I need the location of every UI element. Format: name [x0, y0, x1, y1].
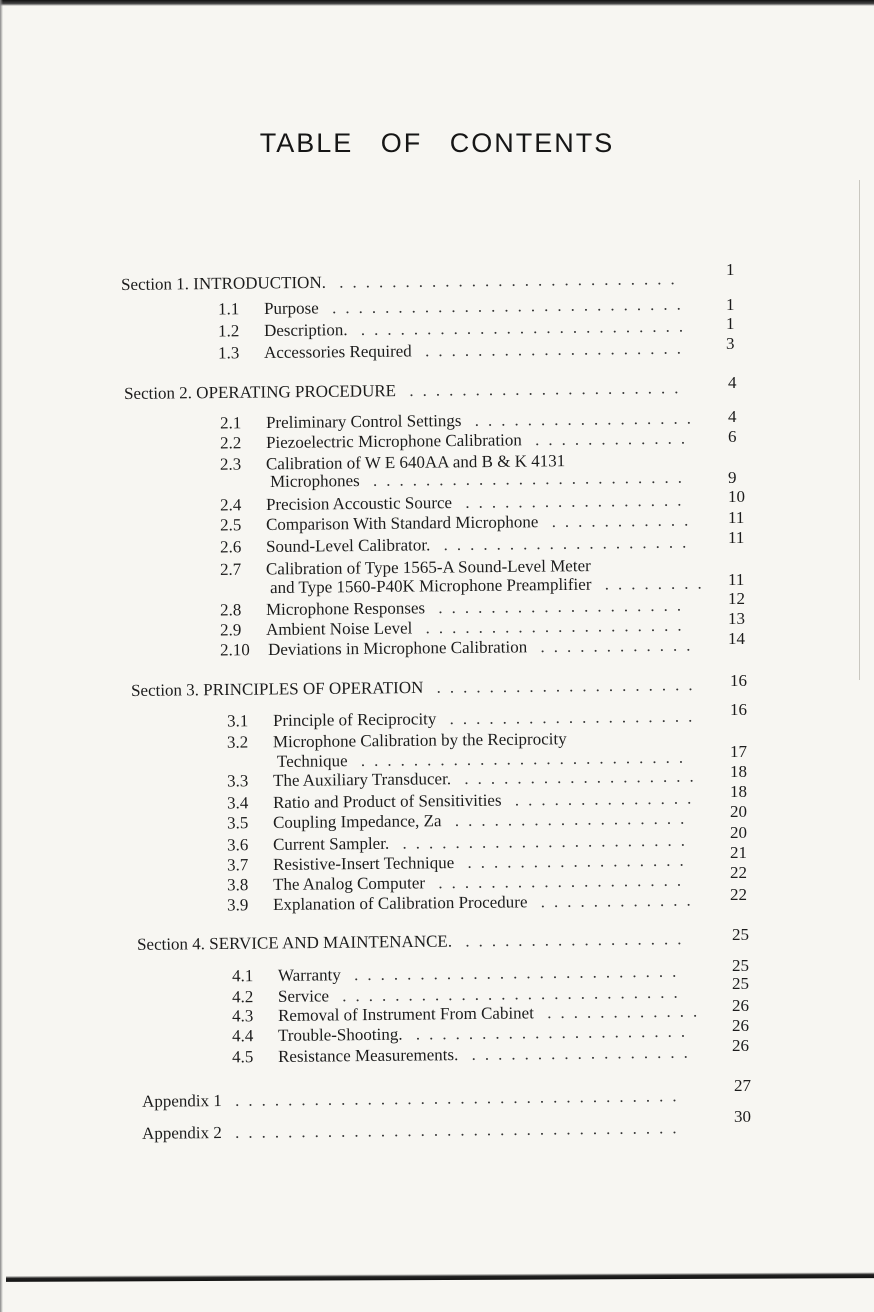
dot-leader: ............ — [527, 635, 700, 657]
page-number: 26 — [732, 996, 749, 1015]
entry-title: Current Sampler. — [272, 833, 390, 854]
toc-row — [142, 1117, 686, 1145]
dot-leader: ........... — [538, 510, 698, 532]
entry-title: Microphone Responses — [265, 598, 426, 619]
page-number: 14 — [728, 629, 745, 648]
page-number: 20 — [730, 802, 747, 821]
toc-row — [142, 1085, 686, 1113]
section-heading: Section 3. PRINCIPLES OF OPERATION — [130, 677, 424, 700]
dot-leader: ................. — [451, 929, 691, 951]
dot-leader: ........................ — [359, 467, 692, 491]
entry-number: 2.9 — [219, 620, 242, 640]
dot-leader: ..................... — [402, 1021, 695, 1044]
entry-title: Calibration of Type 1565-A Sound-Level Meter — [265, 556, 591, 579]
dot-leader: .................................. — [221, 1118, 686, 1143]
dot-leader: ................. — [458, 1042, 697, 1065]
entry-number: 3.4 — [226, 793, 249, 813]
page-number: 25 — [732, 925, 749, 944]
page-number: 25 — [732, 956, 749, 975]
entry-number: 3.1 — [226, 711, 249, 731]
entry-title: Warranty — [277, 965, 341, 985]
page-number: 26 — [732, 1036, 749, 1055]
entry-number: 3.3 — [226, 771, 249, 791]
entry-title: Resistive-Insert Technique — [272, 853, 455, 874]
dot-leader: .................... — [411, 338, 691, 361]
entry-title: Piezoelectric Microphone Calibration — [265, 430, 522, 453]
dot-leader: ................... — [430, 532, 696, 555]
entry-number: 3.7 — [226, 855, 249, 875]
page-number: 22 — [730, 885, 747, 904]
page-number: 4 — [728, 407, 737, 426]
entry-title: Sound-Level Calibrator. — [265, 535, 431, 557]
toc-row — [137, 928, 691, 956]
page-number: 26 — [732, 1016, 749, 1035]
page-number: 1 — [726, 314, 735, 333]
page-number: 30 — [734, 1107, 751, 1126]
dot-leader: .................... — [412, 615, 691, 638]
toc-row — [131, 674, 702, 702]
dot-leader: .................... — [423, 675, 702, 697]
appendix-label: Appendix 2 — [141, 1123, 222, 1143]
toc-row — [124, 377, 688, 405]
dot-leader: ................. — [451, 490, 691, 513]
entry-title: Principle of Reciprocity — [272, 709, 437, 731]
entry-number: 1.1 — [217, 299, 240, 319]
entry-number: 2.5 — [219, 515, 242, 535]
entry-title: Precision Accoustic Source — [265, 493, 453, 514]
entry-title: Trouble-Shooting. — [277, 1024, 403, 1045]
entry-number: 2.10 — [219, 640, 250, 660]
entry-number: 4.3 — [231, 1006, 254, 1026]
page-number: 4 — [728, 373, 737, 392]
page-number: 3 — [726, 334, 735, 353]
entry-title: Comparison With Standard Microphone — [265, 512, 539, 535]
page-number: 11 — [728, 508, 745, 527]
toc-row — [220, 532, 696, 559]
section-heading: Section 2. OPERATING PROCEDURE — [123, 381, 397, 403]
entry-title: Accessories Required — [263, 341, 412, 362]
dot-leader: ............ — [533, 1001, 707, 1023]
entry-number: 3.6 — [226, 835, 249, 855]
entry-number: 4.2 — [231, 987, 254, 1007]
page-number: 16 — [730, 671, 747, 690]
entry-number: 3.5 — [226, 813, 249, 833]
entry-title: Ambient Noise Level — [265, 618, 413, 639]
dot-leader: .................. — [450, 766, 703, 789]
entry-number: 2.4 — [219, 495, 242, 515]
entry-number: 4.1 — [231, 966, 254, 986]
toc-row — [232, 1042, 697, 1069]
entry-title: Ratio and Product of Sensitivities — [272, 790, 502, 812]
dot-leader: .............. — [501, 788, 701, 810]
toc-row — [220, 634, 700, 661]
entry-number: 3.9 — [226, 895, 249, 915]
page-number: 22 — [730, 863, 747, 882]
dot-leader: ............ — [521, 428, 695, 450]
dot-leader: ................... — [424, 870, 691, 893]
entry-title: Coupling Impedance, Za — [272, 811, 442, 832]
dot-leader: ........ — [591, 573, 711, 594]
page-number: 1 — [726, 260, 735, 279]
section-heading: Section 1. INTRODUCTION. — [120, 272, 327, 294]
toc-row — [227, 890, 700, 917]
dot-leader: ................. — [454, 850, 693, 873]
page-number: 13 — [728, 609, 745, 628]
entry-number: 4.4 — [231, 1026, 254, 1046]
entry-title: Microphone Calibration by the Reciprocity — [272, 729, 567, 752]
entry-number: 1.2 — [217, 321, 240, 341]
page-number: 21 — [730, 843, 747, 862]
dot-leader: ................... — [425, 595, 691, 618]
toc-row — [218, 338, 690, 365]
entry-title: Explanation of Calibration Procedure — [272, 892, 528, 914]
page-number: 6 — [728, 427, 737, 446]
dot-leader: ......................... — [347, 747, 693, 771]
entry-number: 3.8 — [226, 875, 249, 895]
dot-leader: ................... — [436, 706, 702, 729]
entry-number: 4.5 — [231, 1047, 254, 1067]
dot-leader: .................................. — [221, 1086, 686, 1111]
entry-title: The Auxiliary Transducer. — [272, 769, 452, 791]
dot-leader: ............ — [527, 890, 700, 912]
dot-leader: ........................... — [318, 294, 690, 318]
dot-leader: .......................... — [328, 982, 687, 1006]
entry-title-continued: and Type 1560-P40K Microphone Preamplifier — [269, 574, 592, 598]
page-number: 10 — [728, 487, 745, 506]
entry-title: Calibration of W E 640AA and B & K 4131 — [265, 451, 566, 474]
entry-title: Description. — [263, 320, 348, 341]
page-number: 18 — [730, 762, 747, 781]
page-number: 16 — [730, 700, 747, 719]
dot-leader: ...................... — [389, 830, 694, 853]
page-number: 17 — [730, 742, 747, 761]
entry-title-continued: Microphones — [269, 471, 360, 491]
entry-number: 2.3 — [219, 454, 242, 474]
entry-number: 2.7 — [219, 559, 242, 579]
page-number: 9 — [728, 468, 737, 487]
entry-title-continued: Technique — [276, 751, 348, 771]
page-title: TABLE OF CONTENTS — [259, 128, 615, 158]
dot-leader: .................. — [441, 808, 694, 831]
entry-title: Removal of Instrument From Cabinet — [277, 1003, 534, 1026]
entry-title: Deviations in Microphone Calibration — [267, 637, 528, 660]
entry-title: Purpose — [263, 298, 319, 318]
dot-leader: ..................... — [395, 378, 688, 401]
appendix-label: Appendix 1 — [141, 1091, 222, 1111]
entry-title: Preliminary Control Settings — [265, 410, 462, 433]
page-number: 11 — [728, 570, 745, 589]
entry-number: 2.8 — [219, 600, 242, 620]
entry-number: 2.6 — [219, 537, 242, 557]
entry-number: 2.1 — [219, 413, 242, 433]
page-number: 18 — [730, 782, 747, 801]
entry-title: Service — [277, 986, 330, 1006]
entry-number: 2.2 — [219, 433, 242, 453]
dot-leader: ................. — [461, 408, 701, 430]
entry-number: 1.3 — [217, 343, 240, 363]
section-heading: Section 4. SERVICE AND MAINTENANCE. — [136, 931, 453, 954]
page-number: 25 — [732, 974, 749, 993]
entry-title: The Analog Computer — [272, 873, 426, 894]
dot-leader: ......................... — [347, 316, 693, 340]
page-number: 27 — [734, 1076, 751, 1095]
dot-leader: ......................... — [340, 961, 686, 985]
toc-row — [121, 268, 684, 296]
page-number: 1 — [726, 295, 735, 314]
entry-title: Resistance Measurements. — [277, 1045, 459, 1066]
page-number: 20 — [730, 823, 747, 842]
entry-number: 3.2 — [226, 732, 249, 752]
page-number: 11 — [728, 528, 745, 547]
dot-leader: .......................... — [325, 269, 684, 292]
page-number: 12 — [728, 589, 745, 608]
